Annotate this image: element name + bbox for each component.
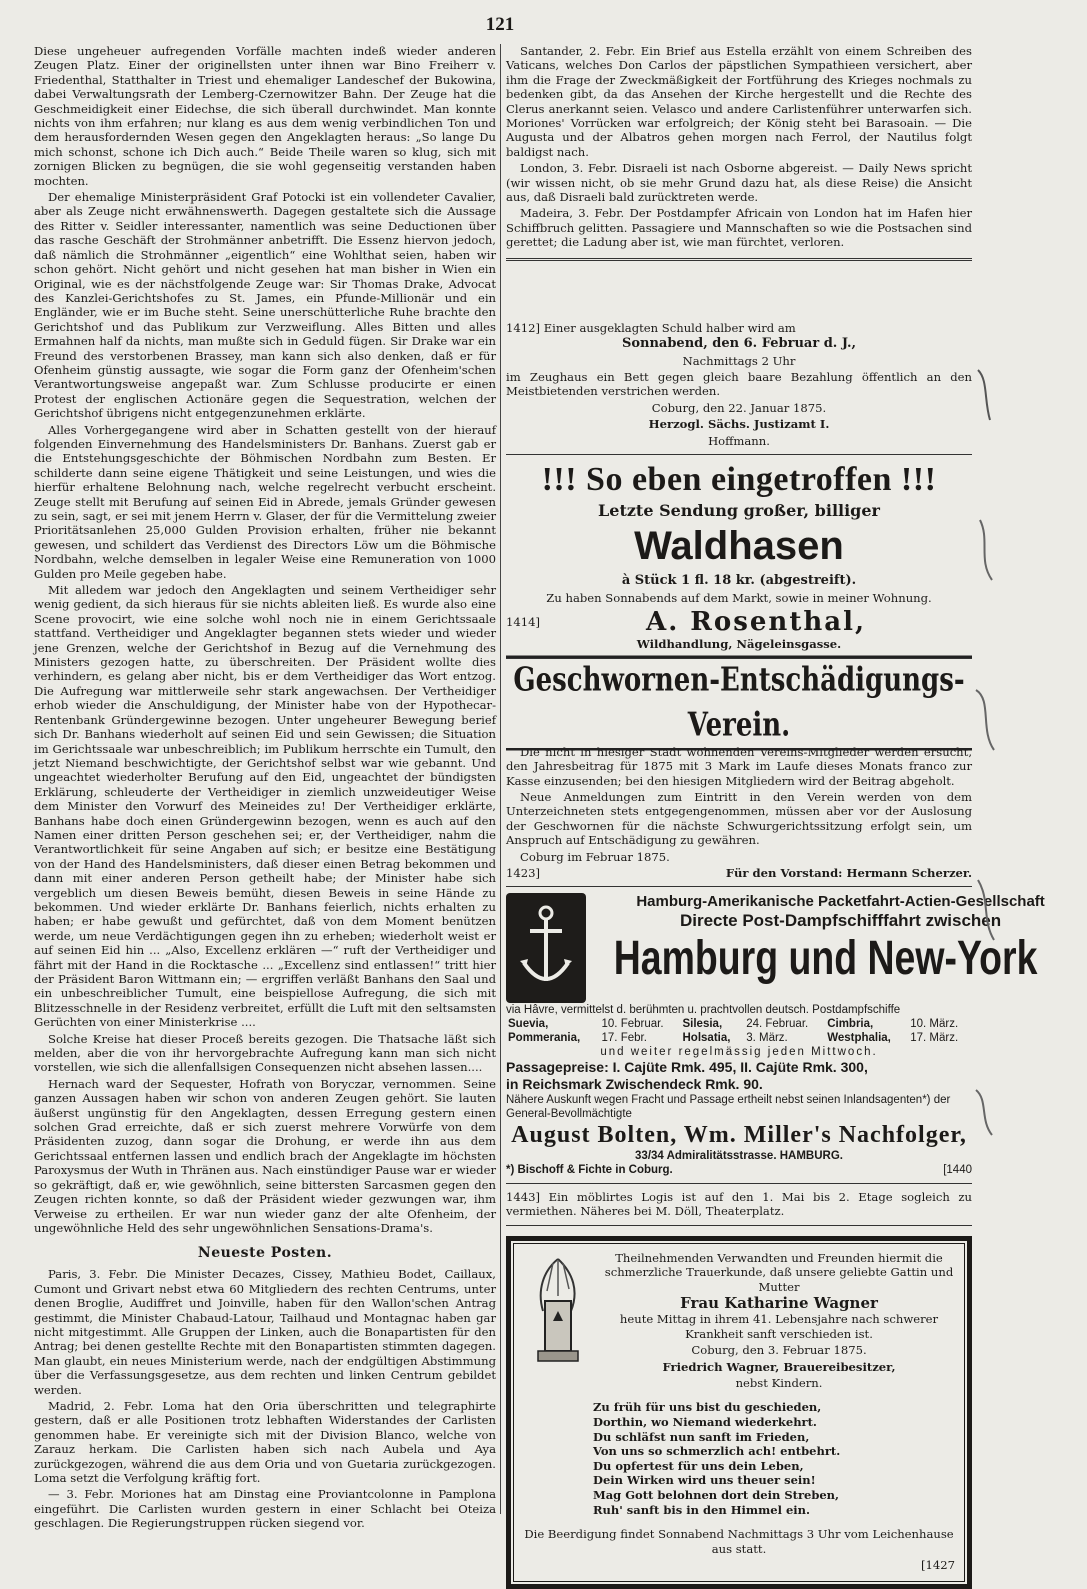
hare-headline: !!! So eben eingetroffen !!! [541, 460, 937, 498]
sailing-date: 17. Febr. [601, 1032, 647, 1044]
auction-date: Sonnabend, den 6. Februar d. J., [621, 336, 857, 352]
poem-line: Du schläfst nun sanft im Frieden, [593, 1429, 810, 1444]
news-item: Madeira, 3. Febr. Der Postdampfer Africain von London hat im Hafen hier Schiffbruch gelitten. Passagiere und Mannschaften so wie die Postsachen sind gerettet; die Ladung aber ist, wie man fürchtet, verloren. [506, 206, 972, 250]
hare-advertisement [506, 461, 972, 652]
ship-name: Westphalia, [827, 1032, 891, 1044]
ship-name: Silesia, [682, 1018, 723, 1030]
article-paragraph: Hernach ward der Sequester, Hofrath von Boryczar, vernommen. Seine ganzen Aussagen haben wir schon von anderen Zeugen gehört. Sie lauten äußerst ungünstig für den Angeklagten, dessen Erregung gestern einen solchen Grad erreichte, daß er sich zuerst mehrere Vorwürfe von dem Präsidenten zuzog, dann sogar die Drohung, er werde ihn aus dem Gerichtssaal entfernen lassen und endlich brach der Angeklagte im höchsten Paroxysmus der Wuth in Thränen aus. Nach einstündiger Pause war er wieder so gekräftigt, daß er, wie gewöhnlich, seine bittersten Sarcasmen gegen den Zeugen richten konnte, so daß der Präsident wieder gezwungen war, ihm Verweise zu ertheilen. Er war nun wieder ganz der alte Ofenheim, der ungewöhnliche Held des sehr ungewöhnlichen Sensations-Drama's. [34, 1076, 496, 1235]
news-section-heading: Neueste Posten. [197, 1245, 333, 1262]
auction-signer: Herzogl. Sächs. Justizamt I. [648, 417, 830, 432]
sailing-schedule [506, 1017, 972, 1045]
hare-product: Waldhasen [634, 523, 844, 568]
shipping-info: Nähere Auskunft wegen Fracht und Passage ertheilt nebst seinen Inlandsagenten*) der General-Bevollmächtigte [506, 1094, 951, 1120]
obituary-text: heute Mittag in ihrem 41. Lebensjahre nach schwerer Krankheit sanft verschieden ist. [619, 1312, 939, 1341]
handwritten-margin-marks [970, 0, 1000, 1529]
news-item: London, 3. Febr. Disraeli ist nach Osborne abgereist. — Daily News spricht (wir wissen nicht, ob sie mehr Grund dazu hat, als diese Reise) die Ansicht aus, daß Disraeli bald zurücktreten werde. [506, 161, 972, 205]
shipping-weekly: und weiter regelmässig jeden Mittwoch. [600, 1046, 878, 1058]
poem-line: Du opfertest für uns dein Leben, [593, 1458, 804, 1473]
jury-title: Geschwornen-Entschädigungs-Verein. [506, 655, 972, 750]
obituary-signer-2: nebst Kindern. [735, 1376, 823, 1391]
page-number: 121 [485, 14, 515, 35]
ad-number: 1423] [506, 866, 541, 880]
table-row [506, 1017, 972, 1031]
news-item: Paris, 3. Febr. Die Minister Decazes, Cissey, Mathieu Bodet, Caillaux, Cumont und Grivart nebst etwa 60 Mitgliedern des rechten Centrums, unter denen Broglie, Audiffret und Joinville, haben für den Wallon'schen Antrag gestimmt, die Minister Chabaud-Latour, Tailhaud und Montagnac haben gar nicht mitgestimmt. Alle Gruppen der Linken, auch die Bonapartisten für den Antrag; bei denen gestellte Rechte mit den Bonapartisten stimmten dagegen. Man glaubt, ein neues Ministerium werde, nach der endgültigen Abstimmung über die Verfassungsgesetze, aus dem rechten und linken Centrum gebildet werden. [34, 1267, 496, 1397]
shipping-local-agent: *) Bischoff & Fichte in Coburg. [506, 1164, 673, 1176]
auction-text: im Zeughaus ein Bett gegen gleich baare Bezahlung öffentlich an den Meistbietenden verstrichen werden. [506, 369, 972, 399]
hare-address: Wildhandlung, Nägeleinsgasse. [636, 637, 842, 652]
column-divider [500, 44, 501, 1514]
news-item: — 3. Febr. Moriones hat am Dinstag eine Proviantcolonne in Pamplona eingeführt. Die Carlisten wurden gestern in einer Schlacht bei Oteiza geschlagen. Die Regierungstruppen rücken siegend vor. [34, 1487, 496, 1531]
jury-association-ad [506, 661, 972, 880]
ad-rule [506, 886, 972, 887]
auction-notice [506, 321, 972, 448]
shipping-route: Hamburg und New-York [613, 932, 1038, 985]
shipping-company: Hamburg-Amerikanische Packetfahrt-Actien-Gesellschaft [636, 893, 1045, 910]
table-row [506, 1031, 972, 1045]
shipping-advertisement [506, 893, 1045, 1177]
ad-rule [506, 1183, 972, 1184]
shipping-agent-address: 33/34 Admiralitätsstrasse. HAMBURG. [635, 1150, 843, 1162]
obituary-funeral: Die Beerdigung findet Sonnabend Nachmittags 3 Uhr vom Leichenhause aus statt. [524, 1527, 954, 1556]
article-paragraph: Diese ungeheuer aufregenden Vorfälle machten indeß wieder anderen Zeugen Platz. Einer der originellsten unter ihnen war Bino Freiherr v. Friedenthal, Statthalter in Triest und ehemaliger Landeschef der Bukowina, dabei Verwaltungsrath der Lemberg-Czernowitzer Bahn. Der Zeuge hat die Geschmeidigkeit einer Eidechse, die sich überall durchwindet. Man konnte nichts von ihm erfahren; nur klang es aus dem wenig verbindlichen Ton und dem herausfordernden Wesen gegen den Angeklagten heraus: „So lange Du mich schonst, schone ich Dich auch.“ Beide Theile waren so klug, sich mit zornigen Blicken zu begnügen, die sie wohl gegenseitig verstanden haben mochten. [34, 44, 496, 188]
left-column [34, 44, 496, 1531]
poem-line: Mag Gott belohnen dort dein Streben, [593, 1488, 840, 1503]
news-item: Madrid, 2. Febr. Loma hat den Oria überschritten und telegraphirte gestern, daß er alle Positionen trotz lebhaften Widerstandes der Carlisten genommen habe. Er vereinigte sich mit der Division Blanco, welche von Zarauz herkam. Die Carlisten haben sich nach Aubela und Aya zurückgezogen, während die aus dem Oria und von Guetaria zurückgezogen. Loma setzt die Verfolgung kräftig fort. [34, 1398, 496, 1485]
auction-time: Nachmittags 2 Uhr [682, 353, 796, 368]
obituary-intro: Theilnehmenden Verwandten und Freunden hiermit die schmerzliche Trauerkunde, daß unsere geliebte Gattin und Mutter [604, 1250, 954, 1294]
jury-place-date: Coburg im Februar 1875. [520, 849, 670, 864]
article-paragraph: Mit alledem war jedoch den Angeklagten und seinem Vertheidiger sehr wenig gedient, da sich hieraus für sie nichts ableiten ließ. Es wurde also eine Scene provocirt, wie eine solche wohl noch nie in einem Gerichtssaale stattfand. Vertheidiger und Angeklagter begannen stets wieder und wieder jene Grenzen, welche der Gerichtshof in Bezug auf die Vernehmung des Ministers gezogen hatte, zu überschreiten. Der Präsident wollte dies verhindern, es gelang aber nicht, bis er dem Vertheidiger das Wort entzog. Die Aufregung war mittlerweile sehr stark angewachsen. Der Vertheidiger erhob wieder die Anschuldigung, der Minister habe von der Hypothecar-Rentenbank Gründergewinne bezogen. Unter ungeheurer Bewegung berief sich Dr. Banhans wiederholt auf seinen Eid und sein Gewissen; die Situation im Gerichtssaale war unbeschreiblich; im Publikum herrschte ein Tumult, den jetzt Niemand beschwichtigte, der Gerichtshof selbst war wie gebannt. Und ungeachtet wiederholter Berufung auf den Eid, ungeachtet der bündigsten Erklärung, schleuderte der Vertheidiger in ziemlich unzweideutiger Weise dem Minister den Vorwurf des Meineides zu! Der Vertheidiger erklärte, Banhans habe doch einen Gründergewinn bezogen, wenn es auch auf den Namen einer dritten Person geschehen sei; er, der Vertheidiger, nahm die Verantwortlichkeit für seine Angaben auf sich; er besitze eine Bestätigung von der Hand des Handelsministers, daß dieser einen Betrag bekommen und dann mit einer anderen Person getheilt habe; der Minister habe sich vergeblich um diesen Beweis bemüht, diesen Beweis in seine Hände zu bekommen. Und wieder erklärte Dr. Banhans feierlich, nichts erhalten zu haben; er habe gewußt und gefürchtet, daß von dem Moment benützen werde, um neue Verdächtigungen gegen ihn zu erheben; wiederholt weist er auf seinen Eid hin ... „Also, Excellenz erklären —“ ruft der Vertheidiger und fährt mit der Hand in die Rocktasche ... „Excellenz sind entlassen!“ tritt hier der Präsident Baron Wittmann ein; — ergriffen verläßt Banhans den Saal und ein unbeschreiblicher Tumult, eine beispiellose Aufregung, die sich mit Blitzesschnelle in der Residenz verbreitet, erfüllt die Luft mit den seltsamsten Gerüchten von einer Ministerkrise .... [34, 583, 496, 1030]
article-paragraph: Solche Kreise hat dieser Proceß bereits gezogen. Die Thatsache läßt sich melden, aber die von ihr hervorgebrachte Aufregung kann man sich nicht vorstellen, wie sich die allenfallsigen Consequenzen nicht absehen lassen.... [34, 1031, 496, 1075]
shipping-via: via Hâvre, vermittelst d. berühmten u. prachtvollen deutsch. Postdampfschiffe [506, 1004, 901, 1016]
auction-place-date: Coburg, den 22. Januar 1875. [651, 400, 827, 415]
poem-line: Dein Wirken wird uns theuer sein! [593, 1473, 816, 1488]
ship-name: Holsatia, [682, 1032, 731, 1044]
ship-name: Suevia, [508, 1018, 549, 1030]
auction-text: 1412] Einer ausgeklagten Schuld halber wird am [506, 320, 796, 335]
ad-number: [1427 [920, 1558, 955, 1573]
sailing-date: 24. Februar. [746, 1018, 809, 1030]
right-column [506, 44, 1045, 1573]
jury-text: Die nicht in hiesiger Stadt wohnenden Vereins-Mitglieder werden ersucht, den Jahresbeitrag für 1875 mit 3 Mark im Laufe dieses Monats franco zur Kasse einzusenden; bei den hiesigen Mitgliedern wird der Beitrag abgeholt. [506, 744, 972, 788]
shipping-service: Directe Post-Dampfschifffahrt zwischen [679, 911, 1002, 930]
room-rental-ad: 1443] Ein möblirtes Logis ist auf den 1. Mai bis 2. Etage sogleich zu vermiethen. Näheres bei M. Döll, Theaterplatz. [506, 1190, 972, 1219]
sailing-date: 10. Februar. [601, 1018, 664, 1030]
ad-rule [506, 1225, 972, 1226]
hare-where: Zu haben Sonnabends auf dem Markt, sowie in meiner Wohnung. [546, 590, 932, 605]
shipping-agent: August Bolten, Wm. Miller's Nachfolger, [511, 1122, 967, 1148]
ship-name: Pommerania, [508, 1032, 581, 1044]
jury-signer: Für den Vorstand: Hermann Scherzer. [725, 866, 972, 880]
sailing-date: 17. März. [910, 1032, 959, 1044]
poem-line: Zu früh für uns bist du geschieden, [593, 1400, 822, 1415]
article-paragraph: Alles Vorhergegangene wird aber in Schatten gestellt von der hierauf folgenden Einvernehmung des Handelsministers Dr. Banhans. Zuerst gab er die Entstehungsgeschichte der Böhmischen Nordbahn zum Besten. Er schilderte dann seine eigene Thätigkeit und seine Leistungen, und wies die hierfür erhaltene Belohnung nach, welche regelrecht verbucht erscheint. Zeuge stellt mit Berufung auf seinen Eid in Abrede, jemals Gründer gewesen zu sein, sagt, er sei mit jenem Herrn v. Glaser, der für die Vermittelung zweier Prioritätsanlehen 25,000 Gulden Provision erhalten, früher nie bekannt gewesen, und schildert das Verdienst des Directors Löw um die Böhmische Nordbahn, welche demselben in legaler Weise eine Remuneration von 1000 Gulden pro Meile gegeben habe. [34, 422, 496, 581]
hare-price: à Stück 1 fl. 18 kr. (abgestreift). [621, 572, 857, 588]
ship-name: Cimbria, [827, 1018, 874, 1030]
jury-text: Neue Anmeldungen zum Eintritt in den Verein werden von dem Unterzeichneten stets entgegengenommen, müssen aber vor der Auslosung der Geschwornen für die nächste Schwurgerichtssitzung erfolgt sein, um Anspruch auf Entschädigung zu gewähren. [506, 789, 972, 848]
ad-number: 1414] [506, 615, 541, 630]
section-rule [506, 258, 972, 261]
poem-line: Von uns so schmerzlich ach! entbehrt. [593, 1444, 841, 1459]
sailing-date: 3. März. [746, 1032, 788, 1044]
article-paragraph: Der ehemalige Ministerpräsident Graf Potocki ist ein vollendeter Cavalier, aber als Zeuge nicht erwähnenswerth. Dagegen gestaltete sich die Aussage des Ritter v. Seidler interessanter, namentlich was seine Deductionen über das rasche Geschäft der Strohmänner anbetrifft. Die Essenz hiervon jedoch, daß nämlich die Strohmänner „eigentlich“ eine Wohlthat seien, haben wir schon gehört. Nicht gehört und nicht gesehen hat man bisher in Wien ein Original, wie es der nächstfolgende Zeuge war: Sir Thomas Drake, Advocat des Kanzlei-Gerichtshofes zu St. James, ein Pfunde-Millionär und ein Engländer, wie er im Buche steht. Seine unerschütterliche Ruhe brachte den Gerichtshof und das Publikum zur Verzweiflung. Alles Bitten und alles Ermahnen half da nichts, man mußte sich in Geduld fügen. Sir Drake war ein Freund des verstorbenen Brassey, man kann sich also denken, daß er für Ofenheim günstig aussagte, wie sogar die Form ganz der Ofenheim'schen Verantwortungsweise angepaßt war. Zum Schlusse producirte er einen Protest der englischen Actionäre gegen die Sequestration, welchen der Gerichtshof übrigens nicht entgegenzunehmen erklärte. [34, 190, 496, 421]
hare-seller: A. Rosenthal, [646, 607, 867, 638]
auction-signer-name: Hoffmann. [708, 433, 770, 448]
monument-icon [523, 1251, 593, 1371]
hare-subline: Letzte Sendung großer, billiger [598, 500, 880, 520]
obituary-name: Frau Katharine Wagner [680, 1294, 878, 1313]
shipping-fares: in Reichsmark Zwischendeck Rmk. 90. [506, 1076, 763, 1092]
ad-rule [506, 454, 972, 455]
poem-line: Dorthin, wo Niemand wiederkehrt. [593, 1415, 817, 1430]
obituary-place-date: Coburg, den 3. Februar 1875. [691, 1343, 867, 1358]
anchor-logo-icon [506, 893, 586, 1003]
sailing-date: 10. März. [910, 1018, 959, 1030]
obituary-notice [506, 1236, 972, 1589]
news-item: Santander, 2. Febr. Ein Brief aus Estella erzählt von einem Schreiben des Vaticans, welches Don Carlos der päpstlichen Sympathieen versichert, aber ihm die Frage der Zweckmäßigkeit der Fortführung des Krieges nochmals zu bedenken gibt, da das Ansehen der Kirche hergestellt und die Rechte des Clerus anerkannt seien. Velasco und andere Carlistenführer unterwarfen sich. Moriones' Vorrücken war erfolgreich; der König steht bei Barasoain. — Die Augusta und der Albatros gehen morgen nach Ferrol, der Nautilus folgt baldigst nach. [506, 44, 972, 159]
obituary-signer: Friedrich Wagner, Brauereibesitzer, [662, 1359, 896, 1374]
shipping-fares: Passagepreise: I. Cajüte Rmk. 495, II. Cajüte Rmk. 300, [506, 1059, 868, 1075]
poem-line: Ruh' sanft bis in den Himmel ein. [593, 1502, 811, 1517]
ad-number: [1440 [943, 1164, 972, 1176]
